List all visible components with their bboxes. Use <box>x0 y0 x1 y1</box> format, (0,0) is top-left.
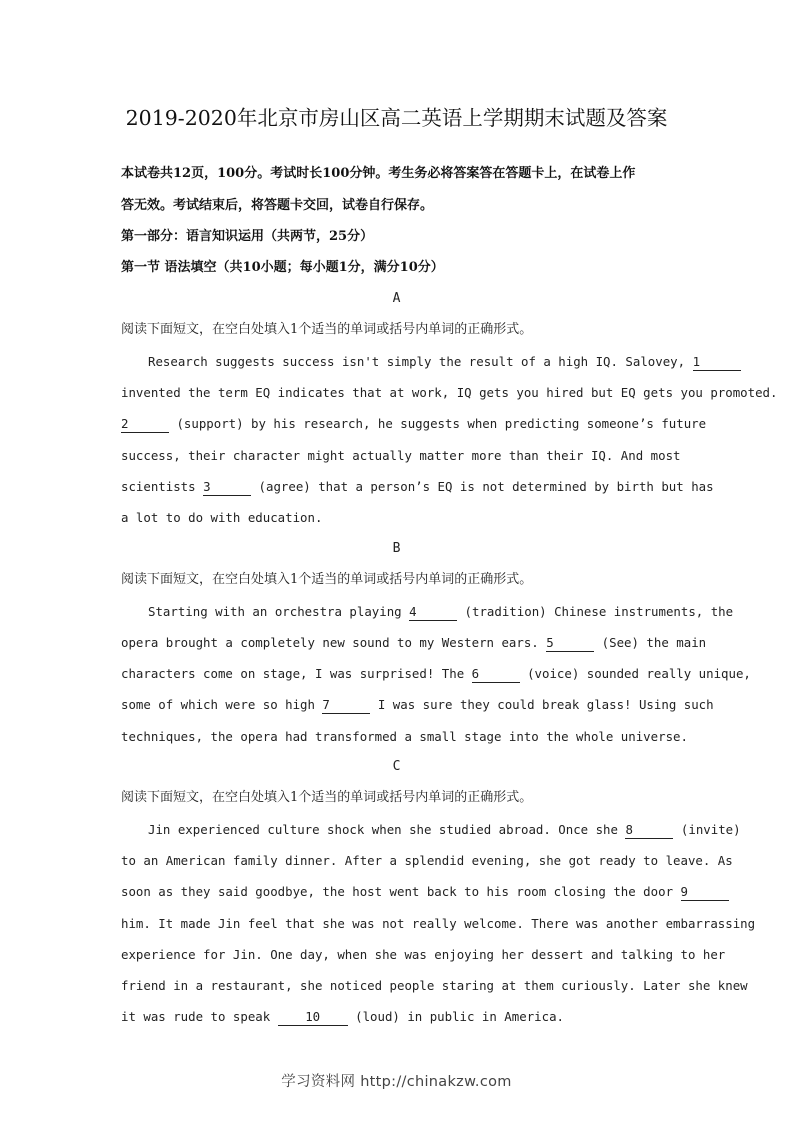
passage-instruction-a: 阅读下面短文，在空白处填入1个适当的单词或括号内单词的正确形式。 <box>121 322 533 337</box>
passage-label-a: A <box>392 291 401 306</box>
line-text: (support) by his research, he suggests when predicting someone’s future <box>169 416 707 431</box>
passage-label-b: B <box>392 541 401 556</box>
passage-c-line-6: friend in a restaurant, she noticed people staring at them curiously. Later she knew <box>121 978 748 993</box>
answer-blank-2[interactable]: 2 <box>121 417 169 433</box>
line-text: (See) the main <box>594 635 707 650</box>
line-text: (invite) <box>673 822 741 837</box>
line-text: (loud) in public in America. <box>347 1009 564 1024</box>
answer-blank-3[interactable]: 3 <box>203 480 251 496</box>
footer-watermark: 学习资料网 http://chinakzw.com <box>281 1074 512 1090</box>
passage-c-line-5: experience for Jin. One day, when she was enjoying her dessert and talking to her <box>121 947 726 962</box>
intro-line-1: 本试卷共12页，100分。考试时长100分钟。考生务必将答案答在答题卡上，在试卷上作 <box>121 166 636 181</box>
answer-blank-8[interactable]: 8 <box>625 823 673 839</box>
line-text: opera brought a completely new sound to my Western ears. <box>121 635 547 650</box>
line-text: it was rude to speak <box>121 1009 278 1024</box>
line-text: (agree) that a person’s EQ is not determined by birth but has <box>251 479 714 494</box>
line-text: Research suggests success isn't simply the result of a high IQ. Salovey, <box>148 354 693 369</box>
passage-a-line-1 <box>148 353 701 371</box>
answer-blank-6[interactable]: 6 <box>472 667 520 683</box>
passage-c-line-3 <box>121 883 688 901</box>
passage-c-line-2: to an American family dinner. After a splendid evening, she got ready to leave. As <box>121 853 733 868</box>
part-heading: 第一部分：语言知识运用（共两节，25分） <box>121 229 374 244</box>
answer-blank-7[interactable]: 7 <box>322 698 370 714</box>
intro-line-2: 答无效。考试结束后，将答题卡交回，试卷自行保存。 <box>121 198 434 213</box>
passage-a-line-4: success, their character might actually matter more than their IQ. And most <box>121 448 681 463</box>
answer-blank-5[interactable]: 5 <box>546 636 594 652</box>
passage-c-line-1 <box>148 821 741 839</box>
answer-blank-4[interactable]: 4 <box>409 605 457 621</box>
passage-instruction-c: 阅读下面短文，在空白处填入1个适当的单词或括号内单词的正确形式。 <box>121 790 533 805</box>
answer-blank-10[interactable]: 10 <box>278 1010 348 1026</box>
passage-a-line-3 <box>121 415 707 433</box>
section-heading: 第一节 语法填空（共10小题；每小题1分，满分10分） <box>121 260 444 275</box>
passage-a-line-5 <box>121 478 714 496</box>
answer-blank-9[interactable]: 9 <box>681 885 729 901</box>
line-text: (voice) sounded really unique, <box>519 666 751 681</box>
passage-label-c: C <box>392 759 401 774</box>
line-text: I was sure they could break glass! Using such <box>370 697 714 712</box>
passage-b-line-1 <box>148 603 734 621</box>
line-text: scientists <box>121 479 204 494</box>
passage-c-line-7 <box>121 1008 564 1026</box>
passage-b-line-4 <box>121 696 714 714</box>
line-text: some of which were so high <box>121 697 323 712</box>
passage-b-line-3 <box>121 665 751 683</box>
passage-c-line-4: him. It made Jin feel that she was not really welcome. There was another embarrassing <box>121 916 756 931</box>
line-text: soon as they said goodbye, the host went back to his room closing the door <box>121 884 681 899</box>
line-text: (tradition) Chinese instruments, the <box>457 604 734 619</box>
passage-a-line-2: invented the term EQ indicates that at work, IQ gets you hired but EQ gets you promoted. <box>121 385 778 400</box>
passage-instruction-b: 阅读下面短文，在空白处填入1个适当的单词或括号内单词的正确形式。 <box>121 572 533 587</box>
line-text: Jin experienced culture shock when she studied abroad. Once she <box>148 822 626 837</box>
line-text: Starting with an orchestra playing <box>148 604 410 619</box>
line-text: characters come on stage, I was surprised! The <box>121 666 472 681</box>
answer-blank-1[interactable]: 1 <box>693 355 741 371</box>
passage-a-line-6: a lot to do with education. <box>121 510 323 525</box>
passage-b-line-5: techniques, the opera had transformed a small stage into the whole universe. <box>121 729 688 744</box>
document-title: 2019-2020年北京市房山区高二英语上学期期末试题及答案 <box>125 106 668 130</box>
passage-b-line-2 <box>121 634 707 652</box>
